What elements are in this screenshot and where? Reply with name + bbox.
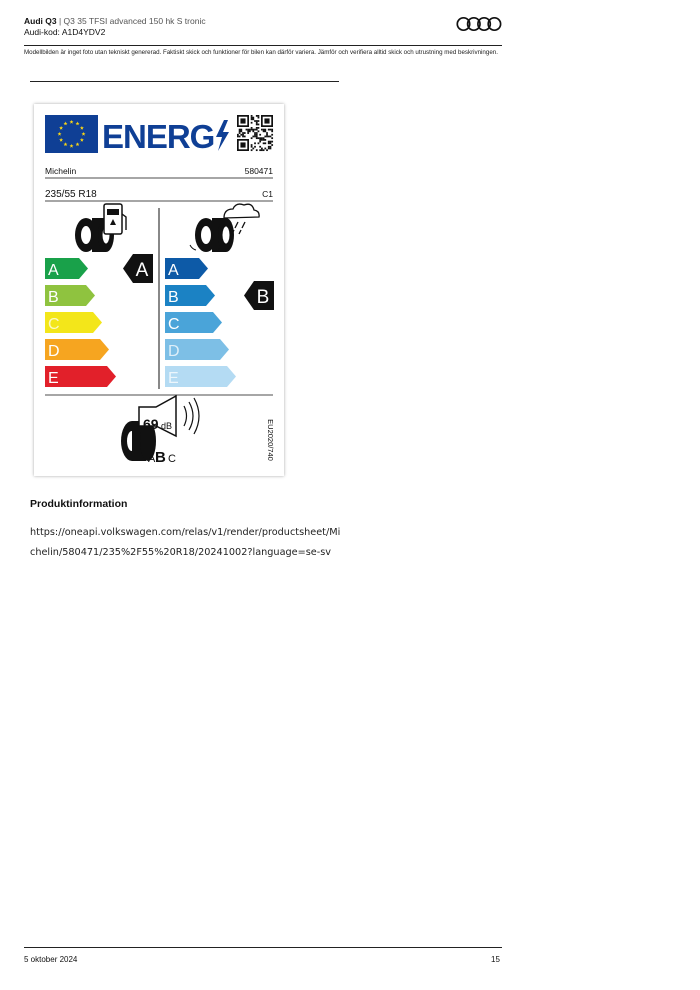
noise-class-b: B bbox=[155, 449, 166, 466]
fuel-letter-a: A bbox=[48, 262, 59, 279]
qr-module bbox=[259, 149, 261, 151]
qr-module bbox=[254, 146, 256, 148]
qr-module bbox=[270, 136, 272, 138]
noise-class-a: A bbox=[148, 453, 156, 465]
page-number: 15 bbox=[491, 955, 500, 964]
qr-finder bbox=[264, 118, 269, 123]
qr-module bbox=[259, 141, 261, 143]
qr-module bbox=[261, 139, 263, 141]
tyre-supplier: Michelin bbox=[45, 166, 77, 176]
qr-module bbox=[249, 129, 251, 131]
header-rule bbox=[24, 45, 502, 46]
qr-module bbox=[264, 136, 266, 138]
qr-module bbox=[256, 120, 258, 122]
model-name: Audi Q3 bbox=[24, 16, 57, 26]
wet-class-indicator bbox=[244, 281, 274, 310]
qr-module bbox=[252, 129, 254, 131]
qr-module bbox=[240, 130, 242, 132]
qr-module bbox=[258, 130, 260, 132]
qr-module bbox=[237, 134, 239, 136]
regulation-code: EU2020/740 bbox=[266, 419, 275, 461]
qr-module bbox=[271, 144, 273, 146]
qr-module bbox=[258, 124, 260, 126]
qr-module bbox=[261, 129, 263, 131]
qr-module bbox=[244, 136, 246, 138]
qr-module bbox=[258, 142, 260, 144]
qr-module bbox=[256, 124, 258, 126]
qr-module bbox=[259, 146, 261, 148]
qr-module bbox=[247, 129, 249, 131]
wet-letter-c: C bbox=[168, 316, 180, 333]
qr-module bbox=[239, 130, 241, 132]
qr-module bbox=[244, 132, 246, 134]
wet-letter-a: A bbox=[168, 262, 179, 279]
qr-module bbox=[268, 129, 270, 131]
qr-module bbox=[261, 149, 263, 151]
product-info-title: Produktinformation bbox=[30, 498, 128, 510]
fuel-efficiency-icon bbox=[75, 204, 126, 252]
qr-module bbox=[251, 118, 253, 120]
qr-module bbox=[242, 134, 244, 136]
wet-grip-icon bbox=[190, 204, 259, 252]
tyre-class: C1 bbox=[262, 189, 273, 199]
model-variant: Q3 35 TFSI advanced 150 hk S tronic bbox=[63, 16, 206, 26]
energy-heading: ENERG bbox=[102, 118, 215, 155]
qr-module bbox=[259, 134, 261, 136]
qr-finder bbox=[240, 118, 245, 123]
qr-module bbox=[256, 137, 258, 139]
qr-module bbox=[264, 142, 266, 144]
audi-rings-logo bbox=[456, 16, 502, 32]
qr-module bbox=[249, 130, 251, 132]
qr-module bbox=[259, 139, 261, 141]
qr-module bbox=[258, 127, 260, 129]
fuel-class-indicator bbox=[123, 254, 153, 283]
qr-module bbox=[256, 127, 258, 129]
energy-bolt-icon bbox=[216, 120, 229, 151]
qr-module bbox=[254, 136, 256, 138]
qr-module bbox=[264, 129, 266, 131]
qr-module bbox=[256, 136, 258, 138]
qr-module bbox=[271, 134, 273, 136]
qr-module bbox=[266, 134, 268, 136]
qr-module bbox=[254, 132, 256, 134]
qr-module bbox=[271, 129, 273, 131]
qr-module bbox=[264, 130, 266, 132]
product-sheet-link-line2[interactable]: chelin/580471/235%2F55%20R18/20241002?language=se-sv bbox=[30, 547, 332, 558]
fuel-letter-e: E bbox=[48, 370, 59, 387]
qr-module bbox=[266, 136, 268, 138]
qr-module bbox=[264, 148, 266, 150]
noise-class-c: C bbox=[168, 453, 176, 465]
qr-module bbox=[239, 136, 241, 138]
qr-module bbox=[256, 122, 258, 124]
qr-module bbox=[263, 129, 265, 131]
qr-module bbox=[268, 142, 270, 144]
eu-flag-icon bbox=[45, 115, 98, 153]
qr-module bbox=[254, 134, 256, 136]
audi-code-label: Audi-kod: bbox=[24, 27, 60, 37]
wet-letter-b: B bbox=[168, 289, 179, 306]
qr-module bbox=[237, 136, 239, 138]
qr-module bbox=[254, 129, 256, 131]
qr-module bbox=[270, 146, 272, 148]
qr-module bbox=[254, 142, 256, 144]
qr-module bbox=[240, 134, 242, 136]
qr-module bbox=[270, 148, 272, 150]
qr-module bbox=[258, 137, 260, 139]
qr-code-icon bbox=[237, 115, 273, 151]
qr-module bbox=[242, 136, 244, 138]
qr-module bbox=[246, 129, 248, 131]
noise-unit: dB bbox=[161, 421, 173, 431]
qr-module bbox=[252, 130, 254, 132]
qr-module bbox=[261, 137, 263, 139]
header-title bbox=[24, 16, 504, 27]
qr-finder bbox=[240, 142, 245, 147]
qr-module bbox=[239, 129, 241, 131]
header-separator: | bbox=[56, 16, 64, 26]
qr-module bbox=[263, 137, 265, 139]
wet-grip-scale bbox=[165, 258, 236, 387]
fuel-efficiency-scale bbox=[45, 258, 116, 387]
qr-module bbox=[263, 149, 265, 151]
qr-module bbox=[239, 132, 241, 134]
qr-module bbox=[263, 139, 265, 141]
fuel-letter-c: C bbox=[48, 316, 60, 333]
tyre-size: 235/55 R18 bbox=[45, 189, 97, 200]
qr-module bbox=[242, 132, 244, 134]
product-sheet-link-line1[interactable]: https://oneapi.volkswagen.com/relas/v1/render/productsheet/Mi bbox=[30, 527, 341, 538]
qr-module bbox=[256, 132, 258, 134]
qr-module bbox=[251, 127, 253, 129]
qr-module bbox=[251, 122, 253, 124]
audi-code-value: A1D4YDV2 bbox=[61, 27, 106, 37]
fuel-class-value: A bbox=[135, 260, 149, 281]
qr-module bbox=[252, 118, 254, 120]
qr-module bbox=[271, 141, 273, 143]
qr-module bbox=[271, 137, 273, 139]
qr-module bbox=[258, 117, 260, 119]
qr-module bbox=[271, 130, 273, 132]
qr-module bbox=[258, 115, 260, 117]
qr-module bbox=[266, 149, 268, 151]
qr-module bbox=[252, 148, 254, 150]
fuel-letter-d: D bbox=[48, 343, 60, 360]
qr-module bbox=[268, 141, 270, 143]
qr-module bbox=[270, 129, 272, 131]
qr-module bbox=[270, 142, 272, 144]
qr-module bbox=[251, 137, 253, 139]
qr-module bbox=[251, 149, 253, 151]
wet-letter-e: E bbox=[168, 370, 179, 387]
qr-module bbox=[266, 132, 268, 134]
section-rule bbox=[30, 81, 339, 82]
qr-module bbox=[261, 148, 263, 150]
qr-module bbox=[270, 141, 272, 143]
qr-module bbox=[251, 117, 253, 119]
qr-module bbox=[252, 117, 254, 119]
eu-tyre-label bbox=[34, 104, 284, 476]
qr-module bbox=[247, 130, 249, 132]
audi-code bbox=[24, 27, 504, 38]
document-header bbox=[24, 16, 504, 38]
qr-module bbox=[259, 137, 261, 139]
qr-module bbox=[251, 129, 253, 131]
qr-module bbox=[252, 136, 254, 138]
qr-module bbox=[268, 136, 270, 138]
wet-class-value: B bbox=[256, 287, 270, 308]
qr-module bbox=[268, 146, 270, 148]
footer-rule bbox=[24, 947, 502, 948]
qr-module bbox=[258, 120, 260, 122]
qr-module bbox=[251, 115, 253, 117]
qr-module bbox=[256, 134, 258, 136]
qr-module bbox=[256, 115, 258, 117]
qr-module bbox=[264, 139, 266, 141]
qr-module bbox=[254, 120, 256, 122]
tyre-type-id: 580471 bbox=[244, 166, 273, 176]
qr-module bbox=[256, 129, 258, 131]
noise-value: 69 bbox=[143, 416, 159, 432]
fuel-letter-b: B bbox=[48, 289, 59, 306]
qr-module bbox=[240, 129, 242, 131]
wet-letter-d: D bbox=[168, 343, 180, 360]
qr-module bbox=[263, 142, 265, 144]
qr-module bbox=[268, 148, 270, 150]
qr-module bbox=[251, 146, 253, 148]
disclaimer-text: Modellbilden är inget foto utan tekniskt genererad. Faktiskt skick och funktioner för bilen kan därför variera. Jämför och verifiera alltid skick och utrustning med beskrivningen. bbox=[24, 49, 498, 56]
qr-module bbox=[263, 130, 265, 132]
footer-date: 5 oktober 2024 bbox=[24, 955, 78, 964]
qr-module bbox=[256, 149, 258, 151]
qr-module bbox=[251, 144, 253, 146]
qr-module bbox=[247, 132, 249, 134]
